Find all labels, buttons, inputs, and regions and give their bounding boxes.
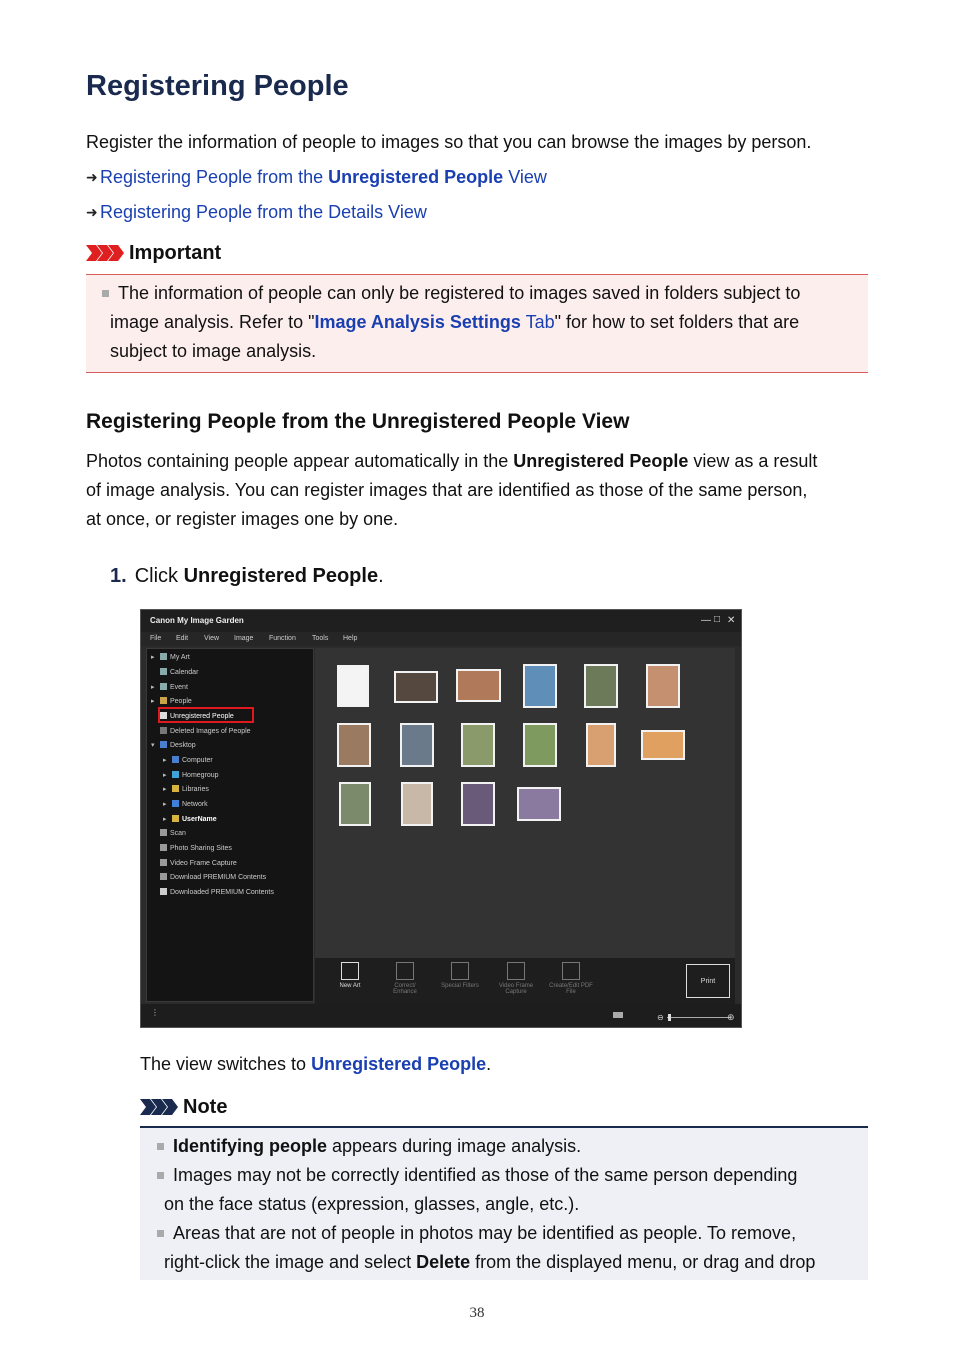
highlight-box bbox=[158, 707, 254, 723]
zoom-slider[interactable] bbox=[667, 1017, 731, 1018]
page-title: Registering People bbox=[86, 70, 349, 102]
bullet-icon bbox=[157, 1143, 164, 1150]
tree-item-unregistered-people[interactable]: Unregistered People bbox=[151, 712, 234, 720]
create-edit-pdf-button[interactable]: Create/Edit PDF File bbox=[548, 962, 594, 995]
thumbnail[interactable] bbox=[401, 782, 433, 826]
close-icon[interactable]: ✕ bbox=[727, 615, 736, 626]
libraries-icon bbox=[172, 785, 179, 792]
note-line-4: Areas that are not of people in photos may be identified as people. To remove, bbox=[157, 1219, 796, 1248]
zoom-in-icon[interactable]: ⊕ bbox=[727, 1012, 735, 1022]
user-folder-icon bbox=[172, 815, 179, 822]
homegroup-icon bbox=[172, 771, 179, 778]
computer-icon bbox=[172, 756, 179, 763]
network-icon bbox=[172, 800, 179, 807]
my-art-icon bbox=[160, 653, 167, 660]
thumbnail[interactable] bbox=[584, 664, 618, 708]
important-line-1: The information of people can only be registered to images saved in folders subject to bbox=[102, 279, 800, 308]
thumbnail[interactable] bbox=[646, 664, 680, 708]
thumbnail[interactable] bbox=[400, 723, 434, 767]
arrow-right-icon: ➜ bbox=[86, 204, 98, 220]
folder-icon bbox=[160, 888, 167, 895]
section-paragraph-line-3: at once, or register images one by one. bbox=[86, 509, 399, 529]
arrow-right-icon: ➜ bbox=[86, 169, 98, 185]
minimize-icon[interactable]: — bbox=[701, 615, 711, 626]
info-icon[interactable]: ⋮ bbox=[151, 1008, 159, 1017]
print-button[interactable]: Print bbox=[686, 964, 730, 998]
link-unregistered-view[interactable]: Registering People from the Unregistered People View bbox=[100, 167, 547, 187]
section-paragraph-line-2: of image analysis. You can register images that are identified as those of the same person, bbox=[86, 480, 808, 500]
thumbnail[interactable] bbox=[456, 669, 501, 702]
link-details-view-row bbox=[86, 198, 427, 227]
zoom-out-icon[interactable]: ⊖ bbox=[657, 1013, 664, 1022]
video-frame-capture-button[interactable]: Video Frame Capture bbox=[493, 962, 539, 995]
tree-item-libraries[interactable]: ▸ Libraries bbox=[163, 786, 209, 793]
menu-edit[interactable]: Edit bbox=[176, 635, 189, 642]
scan-icon bbox=[160, 829, 167, 836]
special-filters-icon bbox=[451, 962, 469, 980]
tree-item-photo-sharing[interactable]: Photo Sharing Sites bbox=[151, 844, 232, 852]
tree-item-scan[interactable]: Scan bbox=[151, 829, 186, 837]
tree-item-network[interactable]: ▸ Network bbox=[163, 801, 208, 808]
page-number: 38 bbox=[469, 1305, 485, 1321]
tree-item-desktop[interactable]: ▾ Desktop bbox=[151, 742, 196, 749]
important-box bbox=[86, 274, 868, 373]
tree-item-download-premium[interactable]: Download PREMIUM Contents bbox=[151, 873, 266, 881]
photo-sharing-icon bbox=[160, 844, 167, 851]
important-line-2: image analysis. Refer to "Image Analysis Settings Tab" for how to set folders that are bbox=[110, 312, 800, 332]
desktop-icon bbox=[160, 741, 167, 748]
menu-file[interactable]: File bbox=[150, 635, 162, 642]
section-paragraph-line-1: Photos containing people appear automatically in the Unregistered People view as a result bbox=[86, 451, 818, 471]
section-heading: Registering People from the Unregistered People View bbox=[86, 410, 630, 433]
new-art-icon bbox=[341, 962, 359, 980]
thumbnail[interactable] bbox=[461, 723, 495, 767]
video-frame-icon bbox=[507, 962, 525, 980]
event-icon bbox=[160, 683, 167, 690]
thumbnail[interactable] bbox=[394, 671, 438, 703]
thumbnail[interactable] bbox=[517, 787, 561, 821]
calendar-icon bbox=[160, 668, 167, 675]
pdf-icon bbox=[562, 962, 580, 980]
intro-text: Register the information of people to images so that you can browse the images by person. bbox=[86, 132, 812, 152]
tree-item-username[interactable]: ▸ UserName bbox=[163, 816, 217, 823]
bullet-icon bbox=[157, 1172, 164, 1179]
thumbnail[interactable] bbox=[523, 664, 557, 708]
tree-item-people[interactable]: ▸ People bbox=[151, 698, 192, 705]
tree-item-calendar[interactable]: Calendar bbox=[151, 668, 198, 676]
thumbnail[interactable] bbox=[337, 723, 371, 767]
note-box bbox=[140, 1126, 868, 1280]
menu-view[interactable]: View bbox=[204, 635, 220, 642]
video-frame-icon bbox=[160, 859, 167, 866]
note-line-1: Identifying people appears during image analysis. bbox=[157, 1132, 581, 1161]
app-sidebar-tree bbox=[146, 648, 314, 1002]
note-line-5: right-click the image and select Delete from the displayed menu, or drag and drop bbox=[164, 1252, 816, 1272]
thumbnail[interactable] bbox=[641, 730, 685, 760]
link-unregistered-people[interactable]: Unregistered People bbox=[311, 1054, 487, 1074]
note-heading: Note bbox=[140, 1096, 227, 1119]
app-toolbar bbox=[315, 958, 735, 1004]
app-screenshot bbox=[140, 609, 742, 1028]
app-thumbnail-area bbox=[315, 648, 735, 958]
link-image-analysis-settings[interactable]: Image Analysis Settings Tab bbox=[314, 312, 555, 332]
thumbnail[interactable] bbox=[461, 782, 495, 826]
tree-item-my-art[interactable]: ▸ My Art bbox=[151, 654, 190, 661]
note-chevron-icon bbox=[140, 1099, 178, 1115]
important-line-3: subject to image analysis. bbox=[110, 341, 317, 361]
app-titlebar bbox=[141, 610, 741, 632]
bullet-icon bbox=[102, 290, 109, 297]
special-filters-button[interactable]: Special Filters bbox=[437, 962, 483, 989]
bullet-icon bbox=[157, 1230, 164, 1237]
app-title: Canon My Image Garden bbox=[150, 616, 244, 625]
app-statusbar bbox=[141, 1004, 741, 1027]
tree-item-homegroup[interactable]: ▸ Homegroup bbox=[163, 772, 219, 779]
note-line-3: on the face status (expression, glasses, angle, etc.). bbox=[164, 1194, 580, 1214]
link-unregistered-view-row bbox=[86, 163, 547, 192]
tree-item-downloaded-premium[interactable]: Downloaded PREMIUM Contents bbox=[151, 888, 274, 896]
menu-function[interactable]: Function bbox=[269, 635, 296, 642]
menu-image[interactable]: Image bbox=[234, 635, 254, 642]
correct-enhance-button[interactable]: Correct/ Enhance bbox=[382, 962, 428, 995]
people-icon bbox=[160, 697, 167, 704]
link-details-view[interactable]: Registering People from the Details View bbox=[100, 202, 427, 222]
thumbnail[interactable] bbox=[337, 665, 369, 707]
menu-help[interactable]: Help bbox=[343, 635, 358, 642]
important-chevron-icon bbox=[86, 245, 124, 261]
app-menubar bbox=[141, 632, 741, 646]
tree-item-event[interactable]: ▸ Event bbox=[151, 684, 188, 691]
maximize-icon[interactable]: □ bbox=[714, 614, 721, 625]
new-art-button[interactable]: New Art bbox=[327, 962, 373, 989]
thumbnail[interactable] bbox=[523, 723, 557, 767]
menu-tools[interactable]: Tools bbox=[312, 635, 329, 642]
view-toggle-icon[interactable] bbox=[613, 1012, 623, 1018]
tree-item-computer[interactable]: ▸ Computer bbox=[163, 757, 213, 764]
correct-enhance-icon bbox=[396, 962, 414, 980]
thumbnail[interactable] bbox=[339, 782, 371, 826]
tree-item-deleted-images[interactable]: Deleted Images of People bbox=[151, 727, 251, 735]
zoom-slider-handle[interactable] bbox=[668, 1014, 671, 1021]
thumbnail[interactable] bbox=[586, 723, 616, 767]
step-1: 1. Click Unregistered People. bbox=[110, 565, 384, 587]
note-line-2: Images may not be correctly identified as those of the same person depending bbox=[157, 1161, 797, 1190]
important-heading: Important bbox=[86, 242, 221, 265]
person-icon bbox=[160, 727, 167, 734]
tree-item-video-frame-capture[interactable]: Video Frame Capture bbox=[151, 859, 237, 867]
view-switch-text: The view switches to Unregistered People. bbox=[140, 1054, 492, 1074]
download-icon bbox=[160, 873, 167, 880]
